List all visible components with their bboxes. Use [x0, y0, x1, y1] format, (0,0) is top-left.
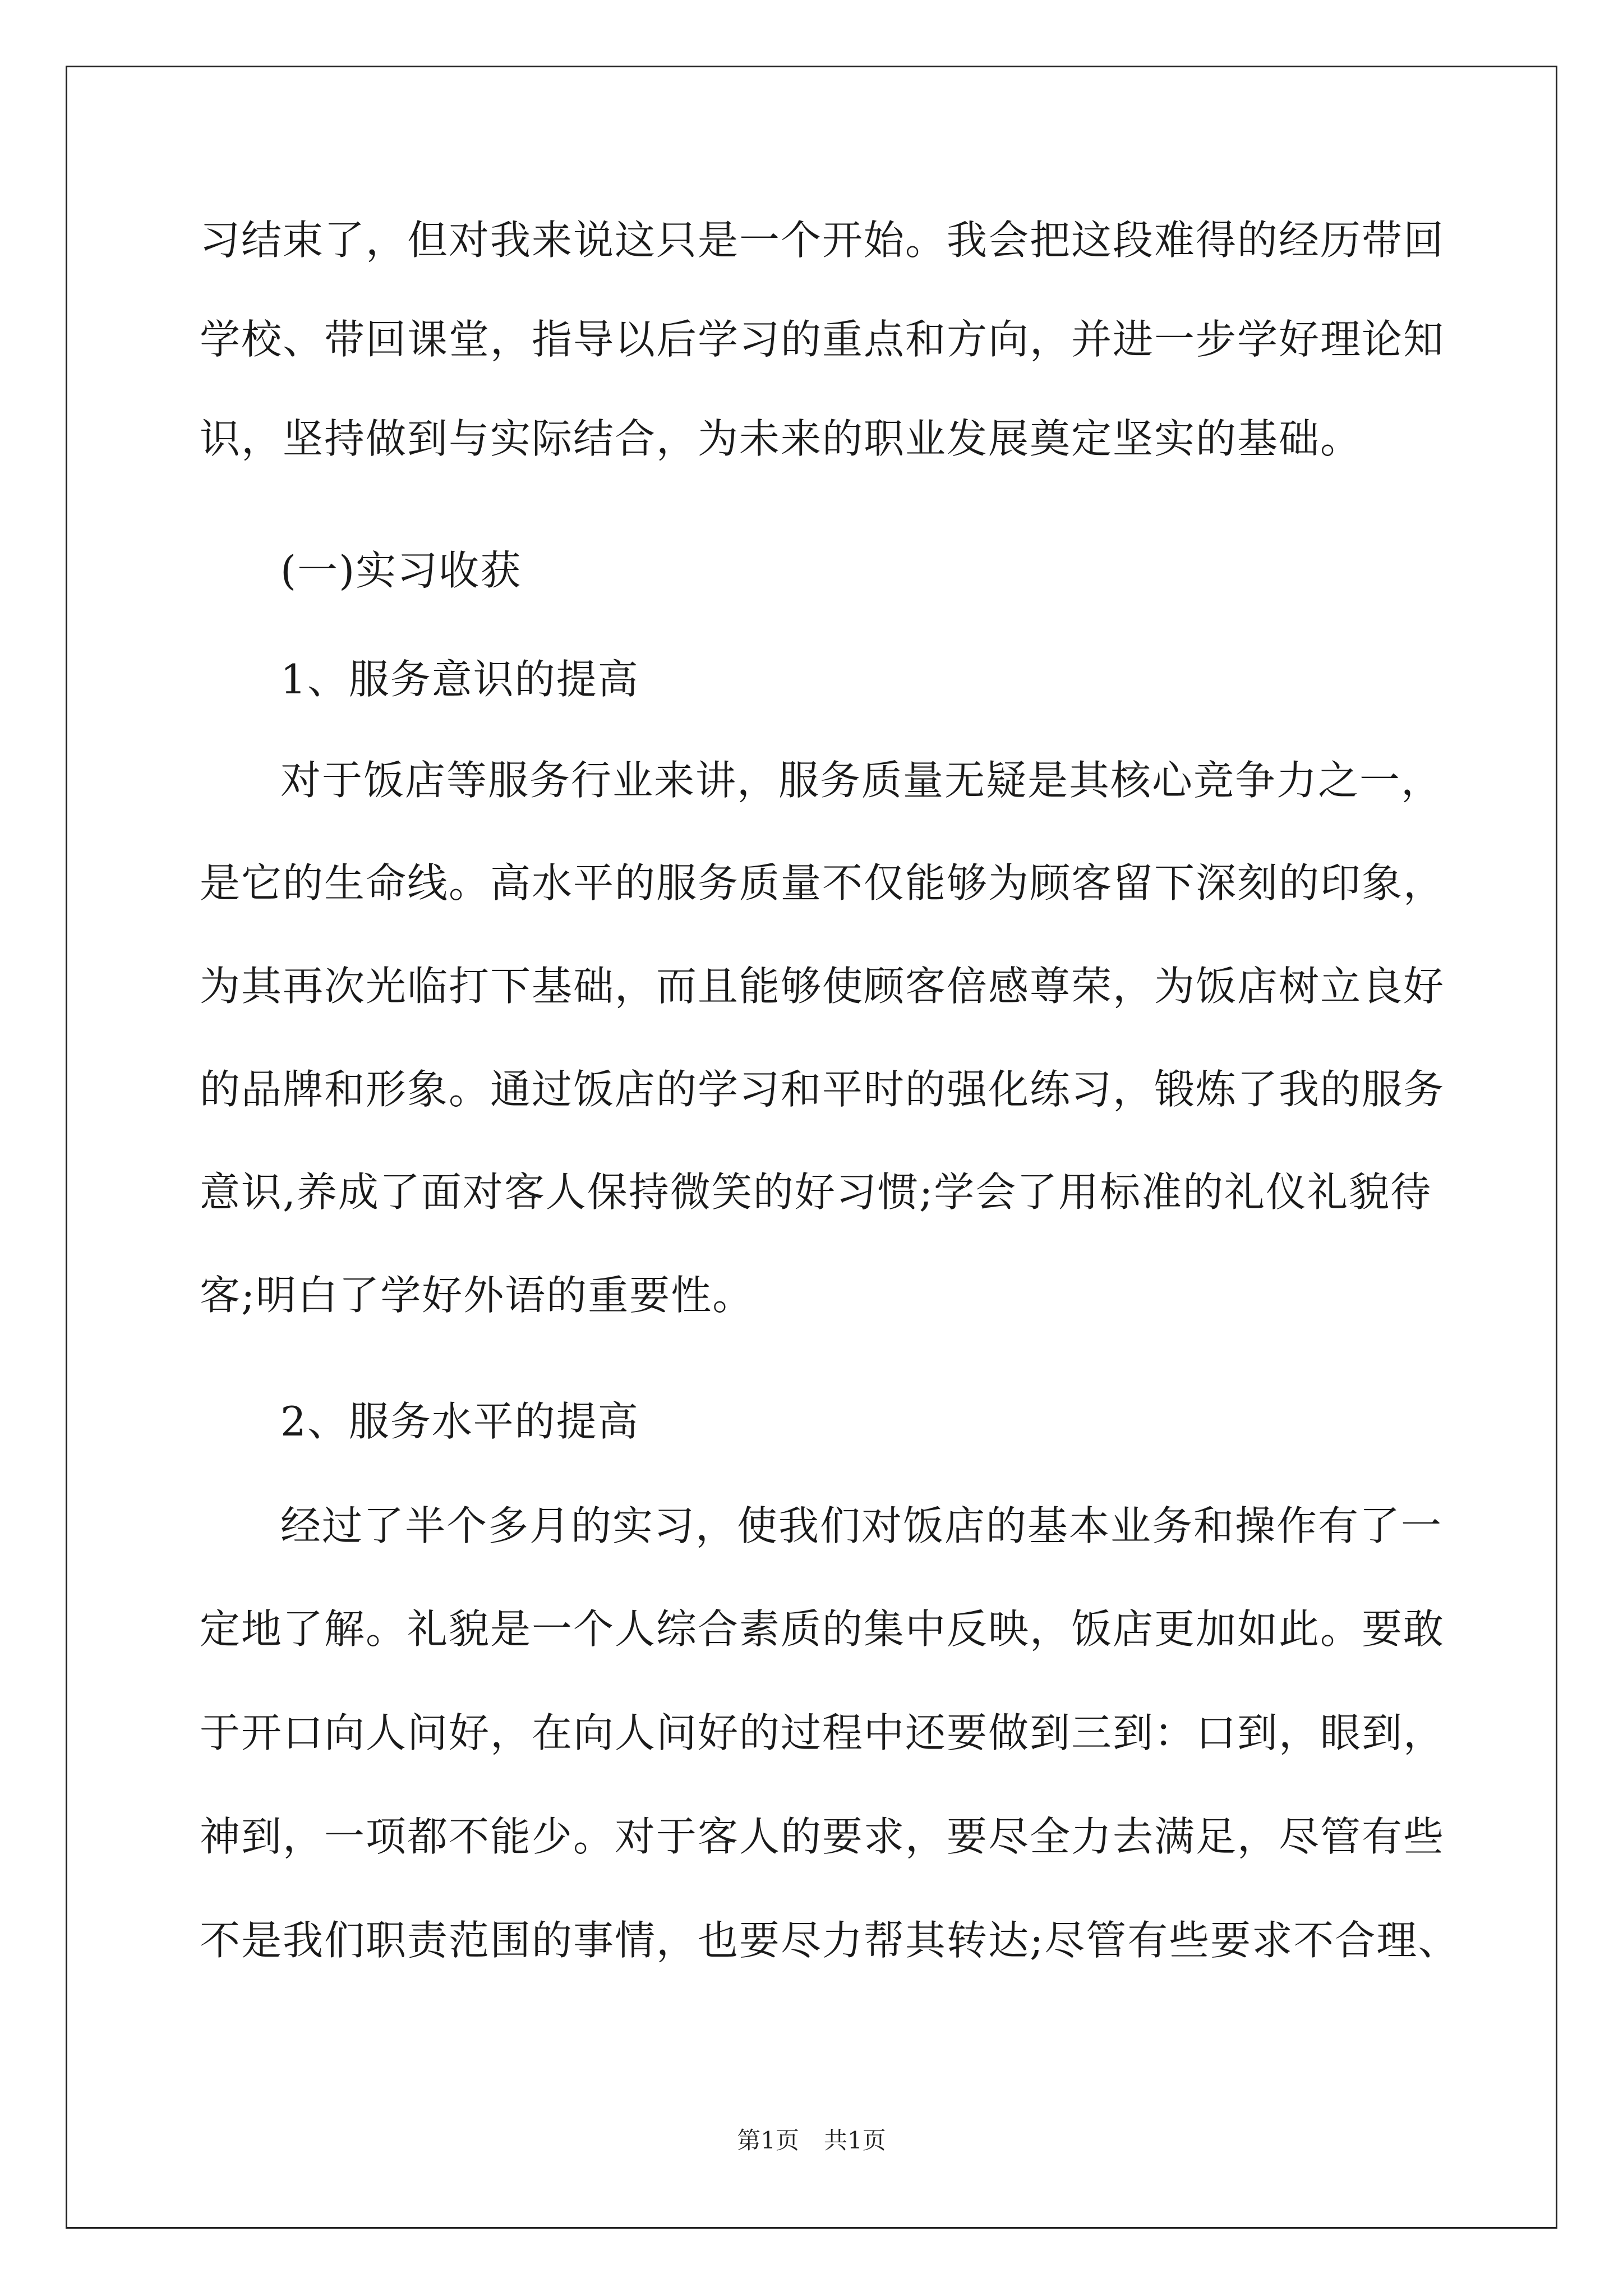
subsection-heading: 2、服务水平的提高 [280, 1398, 639, 1445]
subsection-heading: 1、服务意识的提高 [280, 656, 639, 703]
paragraph-line: 识，坚持做到与实际结合，为未来的职业发展奠定坚实的基础。 [200, 415, 1362, 462]
section-heading: (一)实习收获 [280, 547, 522, 594]
paragraph-line: 不是我们职责范围的事情，也要尽力帮其转达;尽管有些要求不合理、 [200, 1917, 1460, 1964]
page-number: 第1页 [737, 2127, 799, 2154]
paragraph-line: 经过了半个多月的实习，使我们对饭店的基本业务和操作有了一 [280, 1502, 1443, 1549]
paragraph-line: 意识,养成了面对客人保持微笑的好习惯;学会了用标准的礼仪礼貌待 [200, 1168, 1432, 1216]
paragraph-line: 学校、带回课堂，指导以后学习的重点和方向，并进一步学好理论知 [200, 316, 1445, 363]
paragraph-line: 定地了解。礼貌是一个人综合素质的集中反映，饭店更加如此。要敢 [200, 1605, 1445, 1653]
paragraph-line: 客;明白了学好外语的重要性。 [200, 1272, 754, 1319]
paragraph-line: 是它的生命线。高水平的服务质量不仅能够为顾客留下深刻的印象， [200, 859, 1445, 907]
page-count: 共1页 [824, 2127, 886, 2154]
page-footer [0, 2122, 1623, 2156]
paragraph-line: 为其再次光临打下基础，而且能够使顾客倍感尊荣，为饭店树立良好 [200, 963, 1445, 1010]
paragraph-line: 神到，一项都不能少。对于客人的要求，要尽全力去满足，尽管有些 [200, 1813, 1445, 1860]
paragraph-line: 于开口向人问好，在向人问好的过程中还要做到三到：口到，眼到， [200, 1709, 1445, 1756]
paragraph-line: 对于饭店等服务行业来讲，服务质量无疑是其核心竞争力之一， [280, 757, 1443, 804]
paragraph-line: 的品牌和形象。通过饭店的学习和平时的强化练习，锻炼了我的服务 [200, 1066, 1445, 1113]
page-border [66, 66, 1557, 2229]
paragraph-line: 习结束了，但对我来说这只是一个开始。我会把这段难得的经历带回 [200, 217, 1445, 264]
